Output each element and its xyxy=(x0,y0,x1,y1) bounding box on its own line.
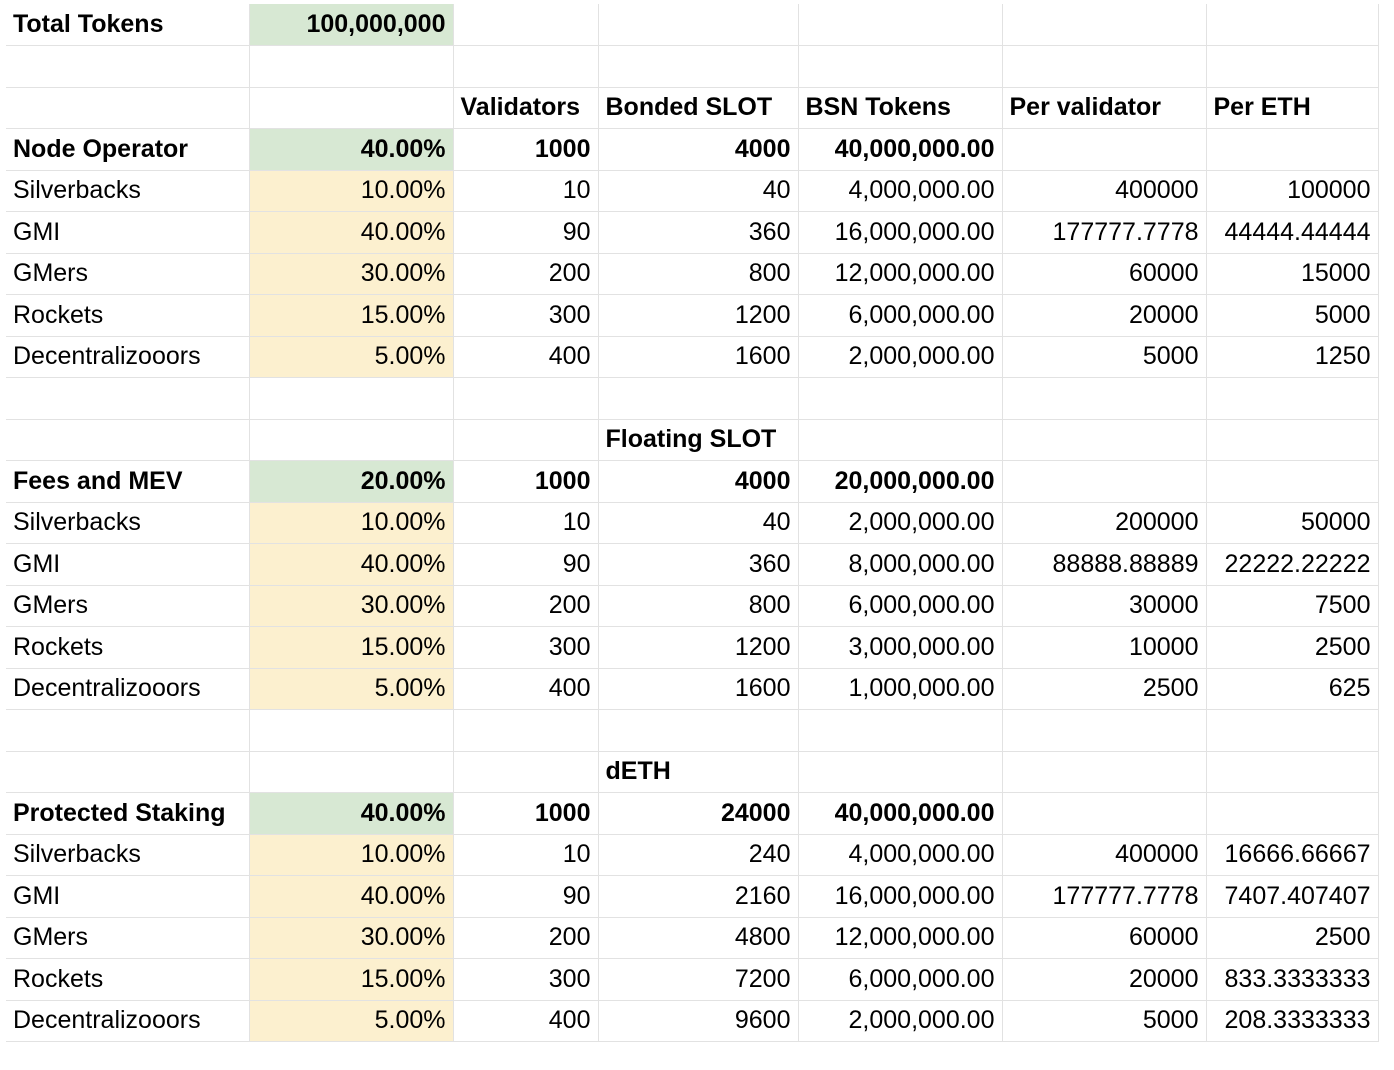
cell-per-eth[interactable]: 100000 xyxy=(1206,170,1378,212)
cell-share[interactable]: 15.00% xyxy=(249,627,453,669)
cell-per-validator[interactable] xyxy=(1002,378,1206,420)
cell-bsn-tokens[interactable]: 2,000,000.00 xyxy=(798,1000,1002,1042)
cell-name[interactable]: Rockets xyxy=(6,295,249,337)
table-row-item xyxy=(6,585,1378,627)
table-row-item xyxy=(6,502,1378,544)
cell-bsn-tokens[interactable] xyxy=(798,751,1002,793)
table-row-header xyxy=(6,751,1378,793)
cell-name[interactable]: Node Operator xyxy=(6,129,249,171)
cell-bonded[interactable]: 4000 xyxy=(598,129,798,171)
cell-name[interactable] xyxy=(6,419,249,461)
cell-validators[interactable]: Validators xyxy=(453,87,598,129)
cell-name[interactable]: GMI xyxy=(6,212,249,254)
cell-per-validator[interactable] xyxy=(1002,751,1206,793)
cell-per-eth[interactable] xyxy=(1206,4,1378,46)
cell-share[interactable] xyxy=(249,46,453,88)
table-row-item xyxy=(6,212,1378,254)
cell-validators[interactable] xyxy=(453,378,598,420)
cell-validators[interactable]: 10 xyxy=(453,834,598,876)
cell-name[interactable] xyxy=(6,87,249,129)
cell-per-eth[interactable]: 1250 xyxy=(1206,336,1378,378)
cell-validators[interactable]: 1000 xyxy=(453,461,598,503)
cell-per-validator[interactable]: 10000 xyxy=(1002,627,1206,669)
cell-per-eth[interactable] xyxy=(1206,129,1378,171)
cell-bsn-tokens[interactable]: 3,000,000.00 xyxy=(798,627,1002,669)
cell-bsn-tokens[interactable] xyxy=(798,378,1002,420)
cell-bonded[interactable]: 7200 xyxy=(598,959,798,1001)
cell-name[interactable]: Total Tokens xyxy=(6,4,249,46)
cell-validators[interactable] xyxy=(453,4,598,46)
cell-share[interactable]: 40.00% xyxy=(249,876,453,918)
cell-name[interactable]: Silverbacks xyxy=(6,170,249,212)
cell-share[interactable] xyxy=(249,87,453,129)
cell-per-validator[interactable]: 2500 xyxy=(1002,668,1206,710)
cell-validators[interactable]: 90 xyxy=(453,212,598,254)
cell-validators[interactable] xyxy=(453,751,598,793)
cell-per-eth[interactable]: 50000 xyxy=(1206,502,1378,544)
cell-name[interactable]: GMI xyxy=(6,544,249,586)
table-row-item xyxy=(6,253,1378,295)
cell-name[interactable]: Decentralizooors xyxy=(6,336,249,378)
cell-per-eth[interactable]: 15000 xyxy=(1206,253,1378,295)
cell-per-eth[interactable] xyxy=(1206,419,1378,461)
cell-per-eth[interactable] xyxy=(1206,46,1378,88)
cell-per-eth[interactable] xyxy=(1206,710,1378,752)
cell-share[interactable]: 5.00% xyxy=(249,668,453,710)
table-row-group xyxy=(6,793,1378,835)
cell-per-eth[interactable]: 2500 xyxy=(1206,917,1378,959)
cell-bsn-tokens[interactable]: 20,000,000.00 xyxy=(798,461,1002,503)
cell-validators[interactable] xyxy=(453,46,598,88)
cell-per-eth[interactable] xyxy=(1206,461,1378,503)
cell-per-validator[interactable]: 60000 xyxy=(1002,253,1206,295)
cell-per-validator[interactable]: 60000 xyxy=(1002,917,1206,959)
cell-validators[interactable]: 300 xyxy=(453,959,598,1001)
cell-bonded[interactable] xyxy=(598,710,798,752)
cell-bsn-tokens[interactable]: 2,000,000.00 xyxy=(798,502,1002,544)
cell-validators[interactable]: 1000 xyxy=(453,793,598,835)
cell-per-validator[interactable] xyxy=(1002,129,1206,171)
cell-bsn-tokens[interactable]: 16,000,000.00 xyxy=(798,876,1002,918)
cell-per-validator[interactable] xyxy=(1002,710,1206,752)
table-row-blank xyxy=(6,710,1378,752)
cell-name[interactable] xyxy=(6,378,249,420)
cell-bsn-tokens[interactable]: 4,000,000.00 xyxy=(798,170,1002,212)
cell-bonded[interactable]: 1600 xyxy=(598,668,798,710)
cell-share[interactable]: 40.00% xyxy=(249,129,453,171)
cell-per-validator[interactable] xyxy=(1002,793,1206,835)
cell-per-validator[interactable]: 400000 xyxy=(1002,170,1206,212)
cell-share[interactable]: 15.00% xyxy=(249,959,453,1001)
cell-per-eth[interactable]: 833.3333333 xyxy=(1206,959,1378,1001)
table-row-item xyxy=(6,170,1378,212)
table-row-item xyxy=(6,627,1378,669)
cell-name[interactable] xyxy=(6,710,249,752)
cell-per-validator[interactable] xyxy=(1002,419,1206,461)
cell-per-validator[interactable]: 400000 xyxy=(1002,834,1206,876)
table-row-item xyxy=(6,1000,1378,1042)
cell-name[interactable]: Decentralizooors xyxy=(6,1000,249,1042)
cell-per-validator[interactable] xyxy=(1002,4,1206,46)
cell-bsn-tokens[interactable]: 8,000,000.00 xyxy=(798,544,1002,586)
cell-bonded[interactable] xyxy=(598,46,798,88)
cell-per-eth[interactable] xyxy=(1206,751,1378,793)
cell-name[interactable]: GMers xyxy=(6,917,249,959)
cell-share[interactable]: 5.00% xyxy=(249,1000,453,1042)
cell-validators[interactable] xyxy=(453,419,598,461)
cell-share[interactable]: 20.00% xyxy=(249,461,453,503)
cell-share[interactable]: 10.00% xyxy=(249,502,453,544)
cell-bonded[interactable]: Floating SLOT xyxy=(598,419,798,461)
cell-per-validator[interactable]: 177777.7778 xyxy=(1002,876,1206,918)
cell-bsn-tokens[interactable]: 1,000,000.00 xyxy=(798,668,1002,710)
cell-per-eth[interactable]: 44444.44444 xyxy=(1206,212,1378,254)
cell-validators[interactable]: 1000 xyxy=(453,129,598,171)
cell-share[interactable]: 40.00% xyxy=(249,544,453,586)
cell-validators[interactable]: 400 xyxy=(453,336,598,378)
cell-validators[interactable]: 10 xyxy=(453,502,598,544)
cell-bsn-tokens[interactable] xyxy=(798,4,1002,46)
cell-share[interactable]: 15.00% xyxy=(249,295,453,337)
cell-per-eth[interactable]: 208.3333333 xyxy=(1206,1000,1378,1042)
cell-bsn-tokens[interactable]: 6,000,000.00 xyxy=(798,585,1002,627)
cell-bsn-tokens[interactable]: 4,000,000.00 xyxy=(798,834,1002,876)
cell-name[interactable]: GMI xyxy=(6,876,249,918)
cell-bsn-tokens[interactable]: BSN Tokens xyxy=(798,87,1002,129)
cell-per-eth[interactable]: 16666.66667 xyxy=(1206,834,1378,876)
cell-bonded[interactable]: 9600 xyxy=(598,1000,798,1042)
cell-bsn-tokens[interactable]: 12,000,000.00 xyxy=(798,917,1002,959)
cell-name[interactable]: Protected Staking xyxy=(6,793,249,835)
table-row-header xyxy=(6,87,1378,129)
cell-bonded[interactable]: 40 xyxy=(598,502,798,544)
cell-per-validator[interactable]: 177777.7778 xyxy=(1002,212,1206,254)
cell-validators[interactable]: 300 xyxy=(453,627,598,669)
cell-share[interactable]: 10.00% xyxy=(249,834,453,876)
cell-bonded[interactable]: 1200 xyxy=(598,295,798,337)
cell-per-eth[interactable]: 22222.22222 xyxy=(1206,544,1378,586)
cell-per-eth[interactable]: 5000 xyxy=(1206,295,1378,337)
cell-share[interactable] xyxy=(249,419,453,461)
cell-share[interactable] xyxy=(249,751,453,793)
cell-name[interactable]: Fees and MEV xyxy=(6,461,249,503)
cell-bonded[interactable]: 800 xyxy=(598,253,798,295)
cell-name[interactable]: GMers xyxy=(6,585,249,627)
cell-bsn-tokens[interactable]: 6,000,000.00 xyxy=(798,295,1002,337)
cell-bonded[interactable]: 1200 xyxy=(598,627,798,669)
cell-per-validator[interactable]: 200000 xyxy=(1002,502,1206,544)
cell-bonded[interactable]: dETH xyxy=(598,751,798,793)
table-row-item xyxy=(6,959,1378,1001)
cell-bsn-tokens[interactable]: 40,000,000.00 xyxy=(798,793,1002,835)
table-row-blank xyxy=(6,46,1378,88)
cell-share[interactable]: 40.00% xyxy=(249,793,453,835)
cell-name[interactable] xyxy=(6,46,249,88)
table-row-total xyxy=(6,4,1378,46)
table-row-item xyxy=(6,336,1378,378)
cell-bonded[interactable]: 4000 xyxy=(598,461,798,503)
cell-per-eth[interactable]: Per ETH xyxy=(1206,87,1378,129)
cell-per-validator[interactable]: 5000 xyxy=(1002,336,1206,378)
cell-name[interactable]: GMers xyxy=(6,253,249,295)
cell-per-validator[interactable]: 5000 xyxy=(1002,1000,1206,1042)
cell-bsn-tokens[interactable]: 6,000,000.00 xyxy=(798,959,1002,1001)
cell-share[interactable]: 30.00% xyxy=(249,253,453,295)
cell-validators[interactable] xyxy=(453,710,598,752)
table-row-group xyxy=(6,461,1378,503)
cell-bonded[interactable]: 360 xyxy=(598,212,798,254)
cell-name[interactable]: Decentralizooors xyxy=(6,668,249,710)
table-row-item xyxy=(6,917,1378,959)
cell-bsn-tokens[interactable] xyxy=(798,46,1002,88)
cell-share[interactable]: 30.00% xyxy=(249,585,453,627)
cell-name[interactable]: Silverbacks xyxy=(6,502,249,544)
cell-per-eth[interactable]: 2500 xyxy=(1206,627,1378,669)
cell-share[interactable]: 100,000,000 xyxy=(249,4,453,46)
cell-validators[interactable]: 200 xyxy=(453,253,598,295)
cell-name[interactable]: Rockets xyxy=(6,627,249,669)
cell-bsn-tokens[interactable] xyxy=(798,710,1002,752)
cell-validators[interactable]: 400 xyxy=(453,1000,598,1042)
cell-per-validator[interactable] xyxy=(1002,461,1206,503)
cell-bonded[interactable] xyxy=(598,378,798,420)
cell-per-validator[interactable]: 20000 xyxy=(1002,295,1206,337)
cell-validators[interactable]: 10 xyxy=(453,170,598,212)
table-row-item xyxy=(6,668,1378,710)
table-row-blank xyxy=(6,378,1378,420)
table-row-item xyxy=(6,295,1378,337)
cell-share[interactable] xyxy=(249,378,453,420)
cell-bonded[interactable]: Bonded SLOT xyxy=(598,87,798,129)
cell-bonded[interactable] xyxy=(598,4,798,46)
cell-bsn-tokens[interactable]: 2,000,000.00 xyxy=(798,336,1002,378)
table-row-header xyxy=(6,419,1378,461)
cell-per-validator[interactable] xyxy=(1002,46,1206,88)
cell-bonded[interactable]: 360 xyxy=(598,544,798,586)
spreadsheet-grid xyxy=(6,4,1379,1042)
cell-per-eth[interactable] xyxy=(1206,378,1378,420)
cell-validators[interactable]: 400 xyxy=(453,668,598,710)
cell-validators[interactable]: 90 xyxy=(453,544,598,586)
cell-validators[interactable]: 200 xyxy=(453,585,598,627)
cell-bonded[interactable]: 1600 xyxy=(598,336,798,378)
cell-per-validator[interactable]: Per validator xyxy=(1002,87,1206,129)
cell-per-eth[interactable]: 7500 xyxy=(1206,585,1378,627)
cell-bonded[interactable]: 2160 xyxy=(598,876,798,918)
cell-bsn-tokens[interactable] xyxy=(798,419,1002,461)
cell-name[interactable] xyxy=(6,751,249,793)
cell-per-validator[interactable]: 88888.88889 xyxy=(1002,544,1206,586)
cell-per-validator[interactable]: 30000 xyxy=(1002,585,1206,627)
cell-share[interactable]: 30.00% xyxy=(249,917,453,959)
cell-validators[interactable]: 90 xyxy=(453,876,598,918)
cell-bsn-tokens[interactable]: 16,000,000.00 xyxy=(798,212,1002,254)
cell-bsn-tokens[interactable]: 12,000,000.00 xyxy=(798,253,1002,295)
cell-validators[interactable]: 300 xyxy=(453,295,598,337)
cell-name[interactable]: Rockets xyxy=(6,959,249,1001)
cell-name[interactable]: Silverbacks xyxy=(6,834,249,876)
cell-per-eth[interactable]: 625 xyxy=(1206,668,1378,710)
cell-per-validator[interactable]: 20000 xyxy=(1002,959,1206,1001)
table-row-item xyxy=(6,544,1378,586)
table-row-group xyxy=(6,129,1378,171)
cell-bonded[interactable]: 24000 xyxy=(598,793,798,835)
cell-bonded[interactable]: 800 xyxy=(598,585,798,627)
table-row-item xyxy=(6,834,1378,876)
cell-bsn-tokens[interactable]: 40,000,000.00 xyxy=(798,129,1002,171)
cell-validators[interactable]: 200 xyxy=(453,917,598,959)
cell-bonded[interactable]: 240 xyxy=(598,834,798,876)
cell-bonded[interactable]: 4800 xyxy=(598,917,798,959)
cell-bonded[interactable]: 40 xyxy=(598,170,798,212)
cell-share[interactable]: 5.00% xyxy=(249,336,453,378)
cell-per-eth[interactable] xyxy=(1206,793,1378,835)
cell-share[interactable]: 10.00% xyxy=(249,170,453,212)
cell-per-eth[interactable]: 7407.407407 xyxy=(1206,876,1378,918)
table-row-item xyxy=(6,876,1378,918)
cell-share[interactable]: 40.00% xyxy=(249,212,453,254)
cell-share[interactable] xyxy=(249,710,453,752)
